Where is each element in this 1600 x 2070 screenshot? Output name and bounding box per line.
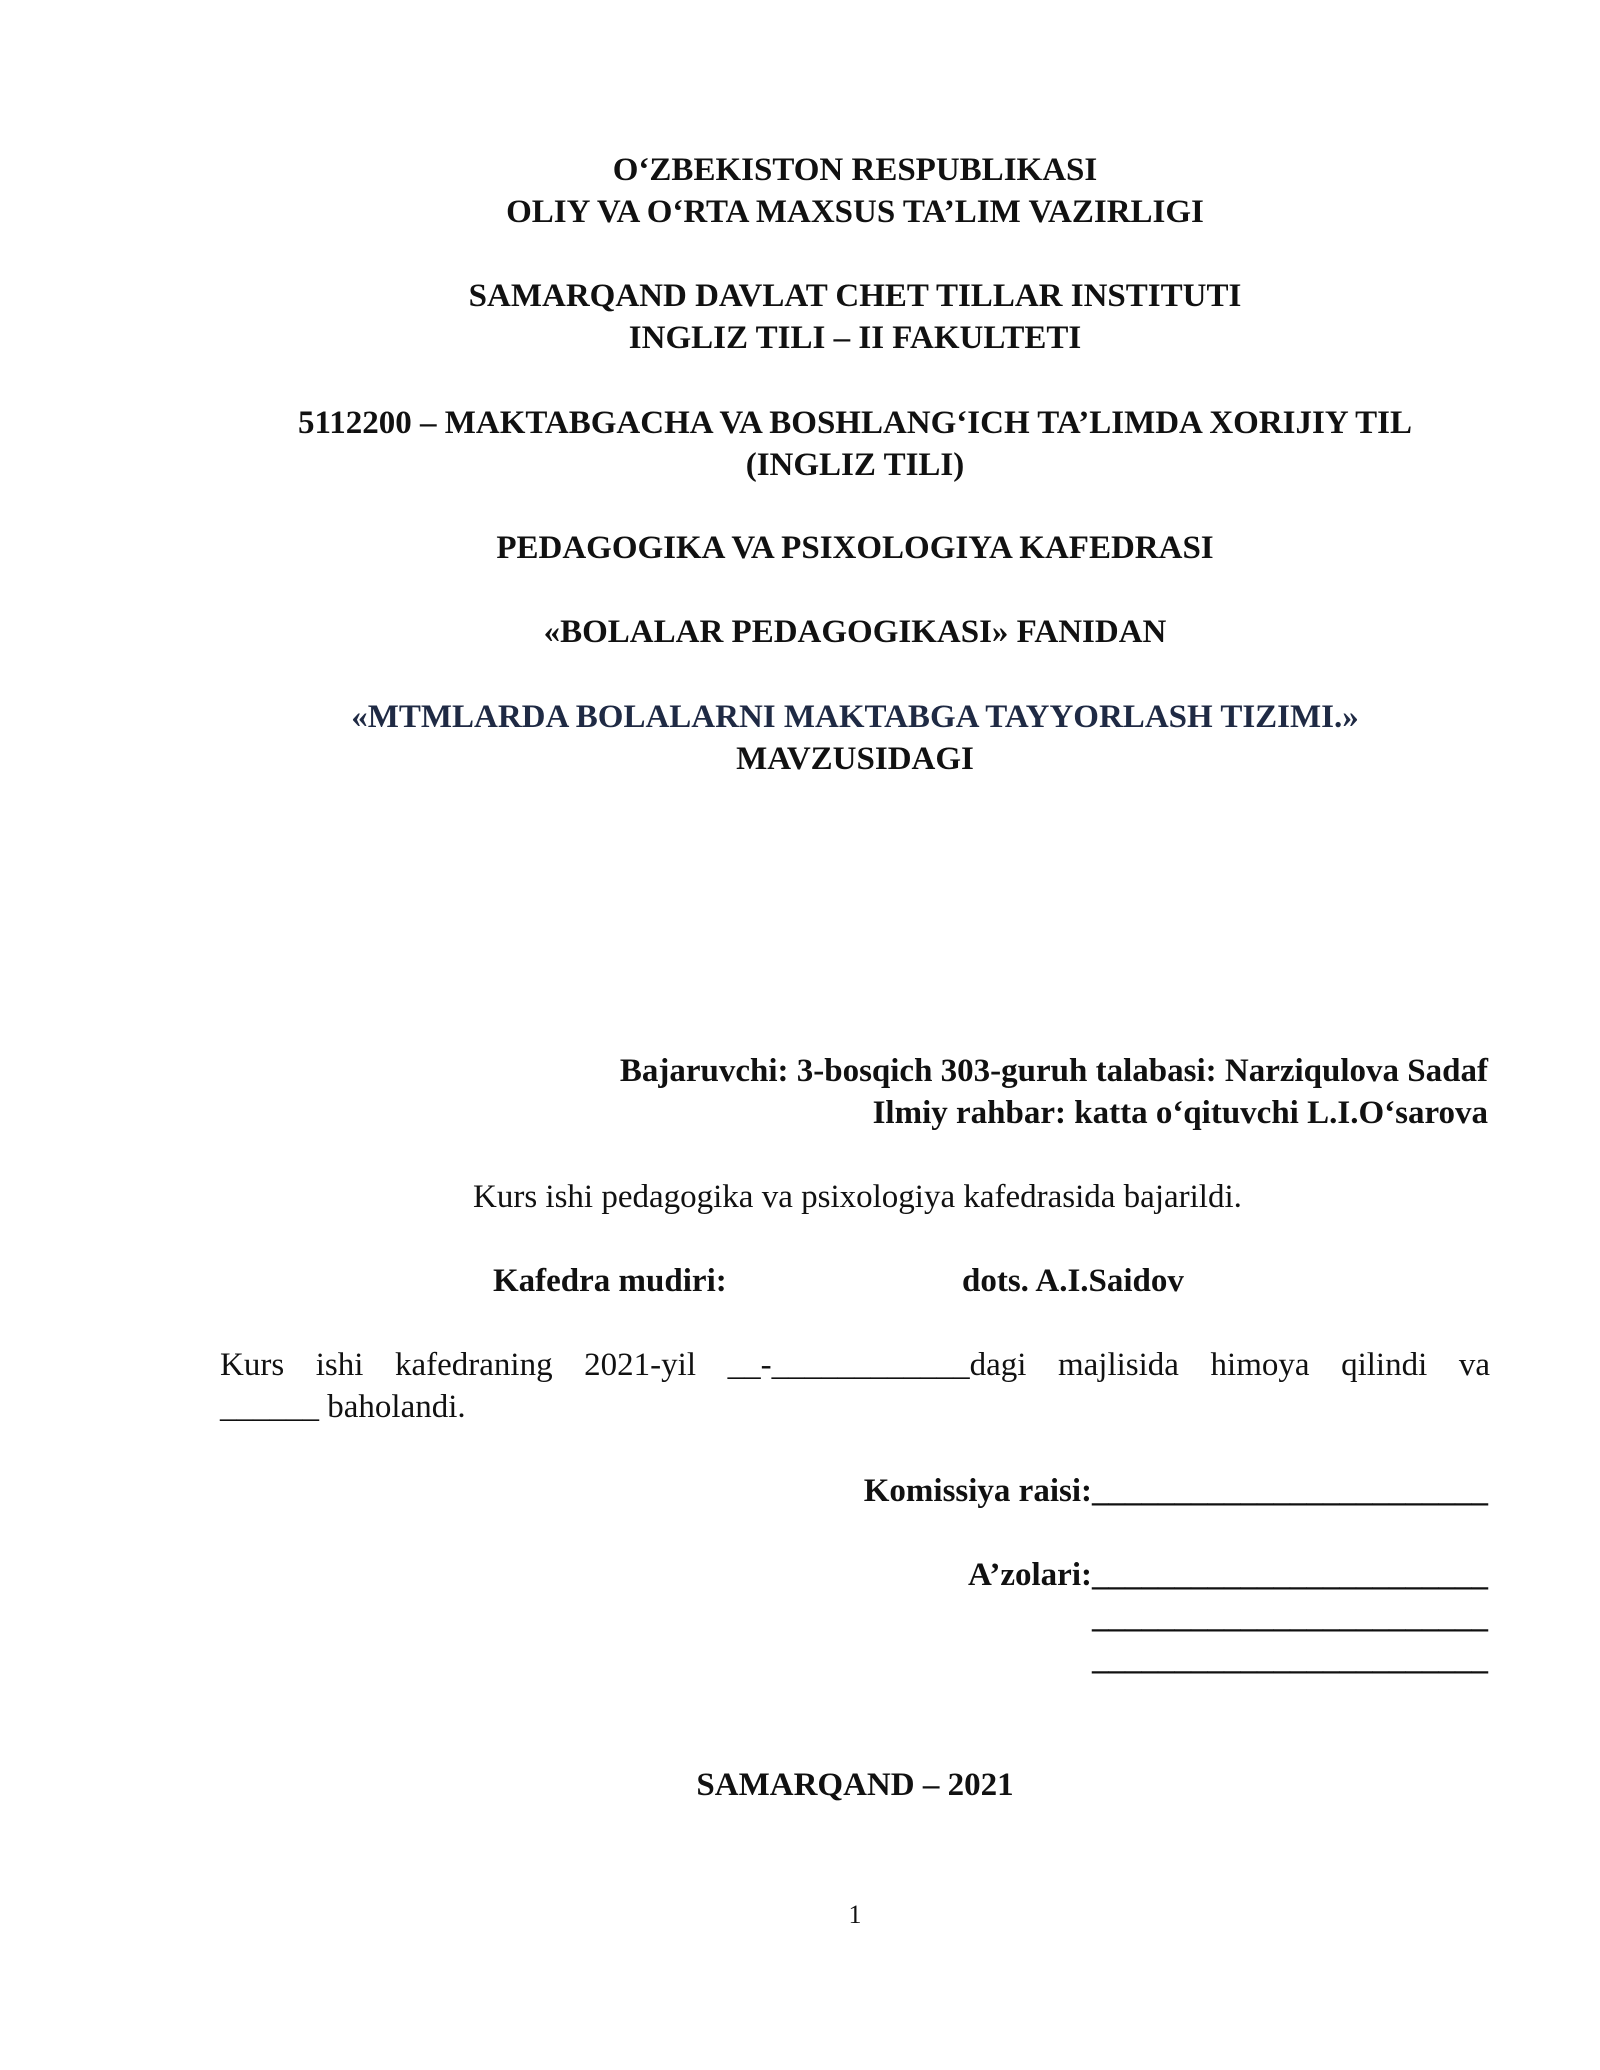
institute-heading: SAMARQAND DAVLAT CHET TILLAR INSTITUTI: [468, 278, 1242, 314]
department-head-label: Kafedra mudiri:: [493, 1263, 727, 1299]
department-heading: PEDAGOGIKA VA PSIXOLOGIYA KAFEDRASI: [496, 530, 1214, 566]
city-year: SAMARQAND – 2021: [696, 1767, 1014, 1803]
subject-heading: «BOLALAR PEDAGOGIKASI» FANIDAN: [543, 614, 1167, 650]
topic-suffix: MAVZUSIDAGI: [736, 741, 974, 777]
commission-member-blank: ________________________: [1092, 1599, 1488, 1635]
commission-member-blank: ________________________: [1092, 1641, 1488, 1677]
faculty-heading: INGLIZ TILI – II FAKULTETI: [628, 320, 1082, 356]
department-head-name: dots. A.I.Saidov: [962, 1263, 1184, 1299]
performer-line: Bajaruvchi: 3-bosqich 303-guruh talabasi: Narziqulova Sadaf: [619, 1053, 1488, 1089]
commission-members-line: A’zolari:________________________: [968, 1557, 1488, 1593]
completed-note: Kurs ishi pedagogika va psixologiya kafedrasida bajarildi.: [473, 1179, 1242, 1215]
commission-chair-line: Komissiya raisi:________________________: [863, 1473, 1488, 1509]
defense-statement: Kurs ishi kafedraning 2021-yil __-____________dagi majlisida himoya qilindi va: [220, 1347, 1490, 1383]
specialty-heading-cont: (INGLIZ TILI): [745, 447, 965, 483]
republic-heading: O‘ZBEKISTON RESPUBLIKASI: [612, 152, 1098, 188]
supervisor-line: Ilmiy rahbar: katta o‘qituvchi L.I.O‘sarova: [872, 1095, 1488, 1131]
specialty-heading: 5112200 – MAKTABGACHA VA BOSHLANG‘ICH TA’LIMDA XORIJIY TIL: [298, 405, 1412, 441]
page-number: 1: [848, 1900, 862, 1929]
ministry-heading: OLIY VA O‘RTA MAXSUS TA’LIM VAZIRLIGI: [506, 194, 1204, 230]
topic-heading: «MTMLARDA BOLALARNI MAKTABGA TAYYORLASH TIZIMI.»: [351, 699, 1359, 735]
defense-statement-cont: ______ baholandi.: [220, 1389, 466, 1425]
